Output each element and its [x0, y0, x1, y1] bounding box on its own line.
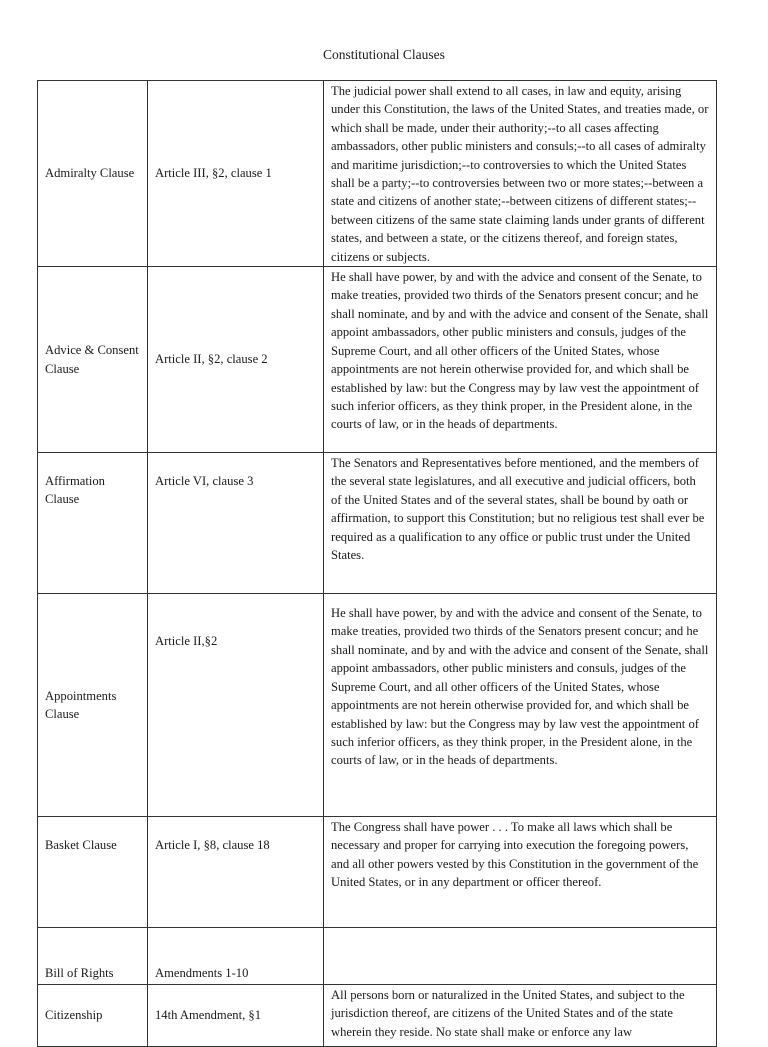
table-row	[38, 267, 717, 453]
clause-reference: Article VI, clause 3	[148, 453, 324, 594]
clause-reference: Article II,§2	[148, 594, 324, 817]
clause-text: The judicial power shall extend to all cases, in law and equity, arising under this Constitution, the laws of the United States, and treaties made, or which shall be made, under their authority;--to all cases affecting ambassadors, other public ministers and consuls;--to all cases of admiralty and maritime jurisdiction;--to controversies to which the United States shall be a party;--to controversies between two or more states;--between a state and citizens of another state;--between citizens of different states;--between citizens of the same state claiming lands under grants of different states, and between a state, or the citizens thereof, and foreign states, citizens or subjects.	[324, 81, 717, 267]
clause-reference: Article I, §8, clause 18	[148, 817, 324, 928]
clauses-table	[37, 80, 717, 1047]
clause-reference: 14th Amendment, §1	[148, 985, 324, 1047]
clause-name: Affirmation Clause	[38, 453, 148, 594]
clause-text: He shall have power, by and with the advice and consent of the Senate, to make treaties, provided two thirds of the Senators present concur; and he shall nominate, and by and with the advice and consent of the Senate, shall appoint ambassadors, other public ministers and consuls, judges of the Supreme Court, and all other officers of the United States, whose appointments are not herein otherwise provided for, and which shall be established by law: but the Congress may by law vest the appointment of such inferior officers, as they think proper, in the President alone, in the courts of law, or in the heads of departments.	[324, 594, 717, 817]
clause-name: Admiralty Clause	[38, 81, 148, 267]
clause-text: He shall have power, by and with the advice and consent of the Senate, to make treaties, provided two thirds of the Senators present concur; and he shall nominate, and by and with the advice and consent of the Senate, shall appoint ambassadors, other public ministers and consuls, judges of the Supreme Court, and all other officers of the United States, whose appointments are not herein otherwise provided for, and which shall be established by law: but the Congress may by law vest the appointment of such inferior officers, as they think proper, in the President alone, in the courts of law, or in the heads of departments.	[324, 267, 717, 453]
clause-text: The Congress shall have power . . . To make all laws which shall be necessary and proper for carrying into execution the foregoing powers, and all other powers vested by this Constitution in the government of the United States, or in any department or officer thereof.	[324, 817, 717, 928]
table-row	[38, 594, 717, 817]
table-row	[38, 817, 717, 928]
clause-reference: Article III, §2, clause 1	[148, 81, 324, 267]
table-row	[38, 453, 717, 594]
clause-name: Basket Clause	[38, 817, 148, 928]
clause-text: The Senators and Representatives before mentioned, and the members of the several state legislatures, and all executive and judicial officers, both of the United States and of the several states, shall be bound by oath or affirmation, to support this Constitution; but no religious test shall ever be required as a qualification to any office or public trust under the United States.	[324, 453, 717, 594]
clause-text: All persons born or naturalized in the United States, and subject to the jurisdiction thereof, are citizens of the United States and of the state wherein they reside. No state shall make or enforce any law	[324, 985, 717, 1047]
clause-name: Bill of Rights	[38, 928, 148, 985]
clause-text	[324, 928, 717, 985]
clause-reference: Article II, §2, clause 2	[148, 267, 324, 453]
clause-name: Appointments Clause	[38, 594, 148, 817]
table-row	[38, 81, 717, 267]
table-row	[38, 928, 717, 985]
clause-reference: Amendments 1-10	[148, 928, 324, 985]
table-row	[38, 985, 717, 1047]
clause-name: Citizenship	[38, 985, 148, 1047]
page-title: Constitutional Clauses	[323, 47, 445, 62]
clause-name: Advice & Consent Clause	[38, 267, 148, 453]
